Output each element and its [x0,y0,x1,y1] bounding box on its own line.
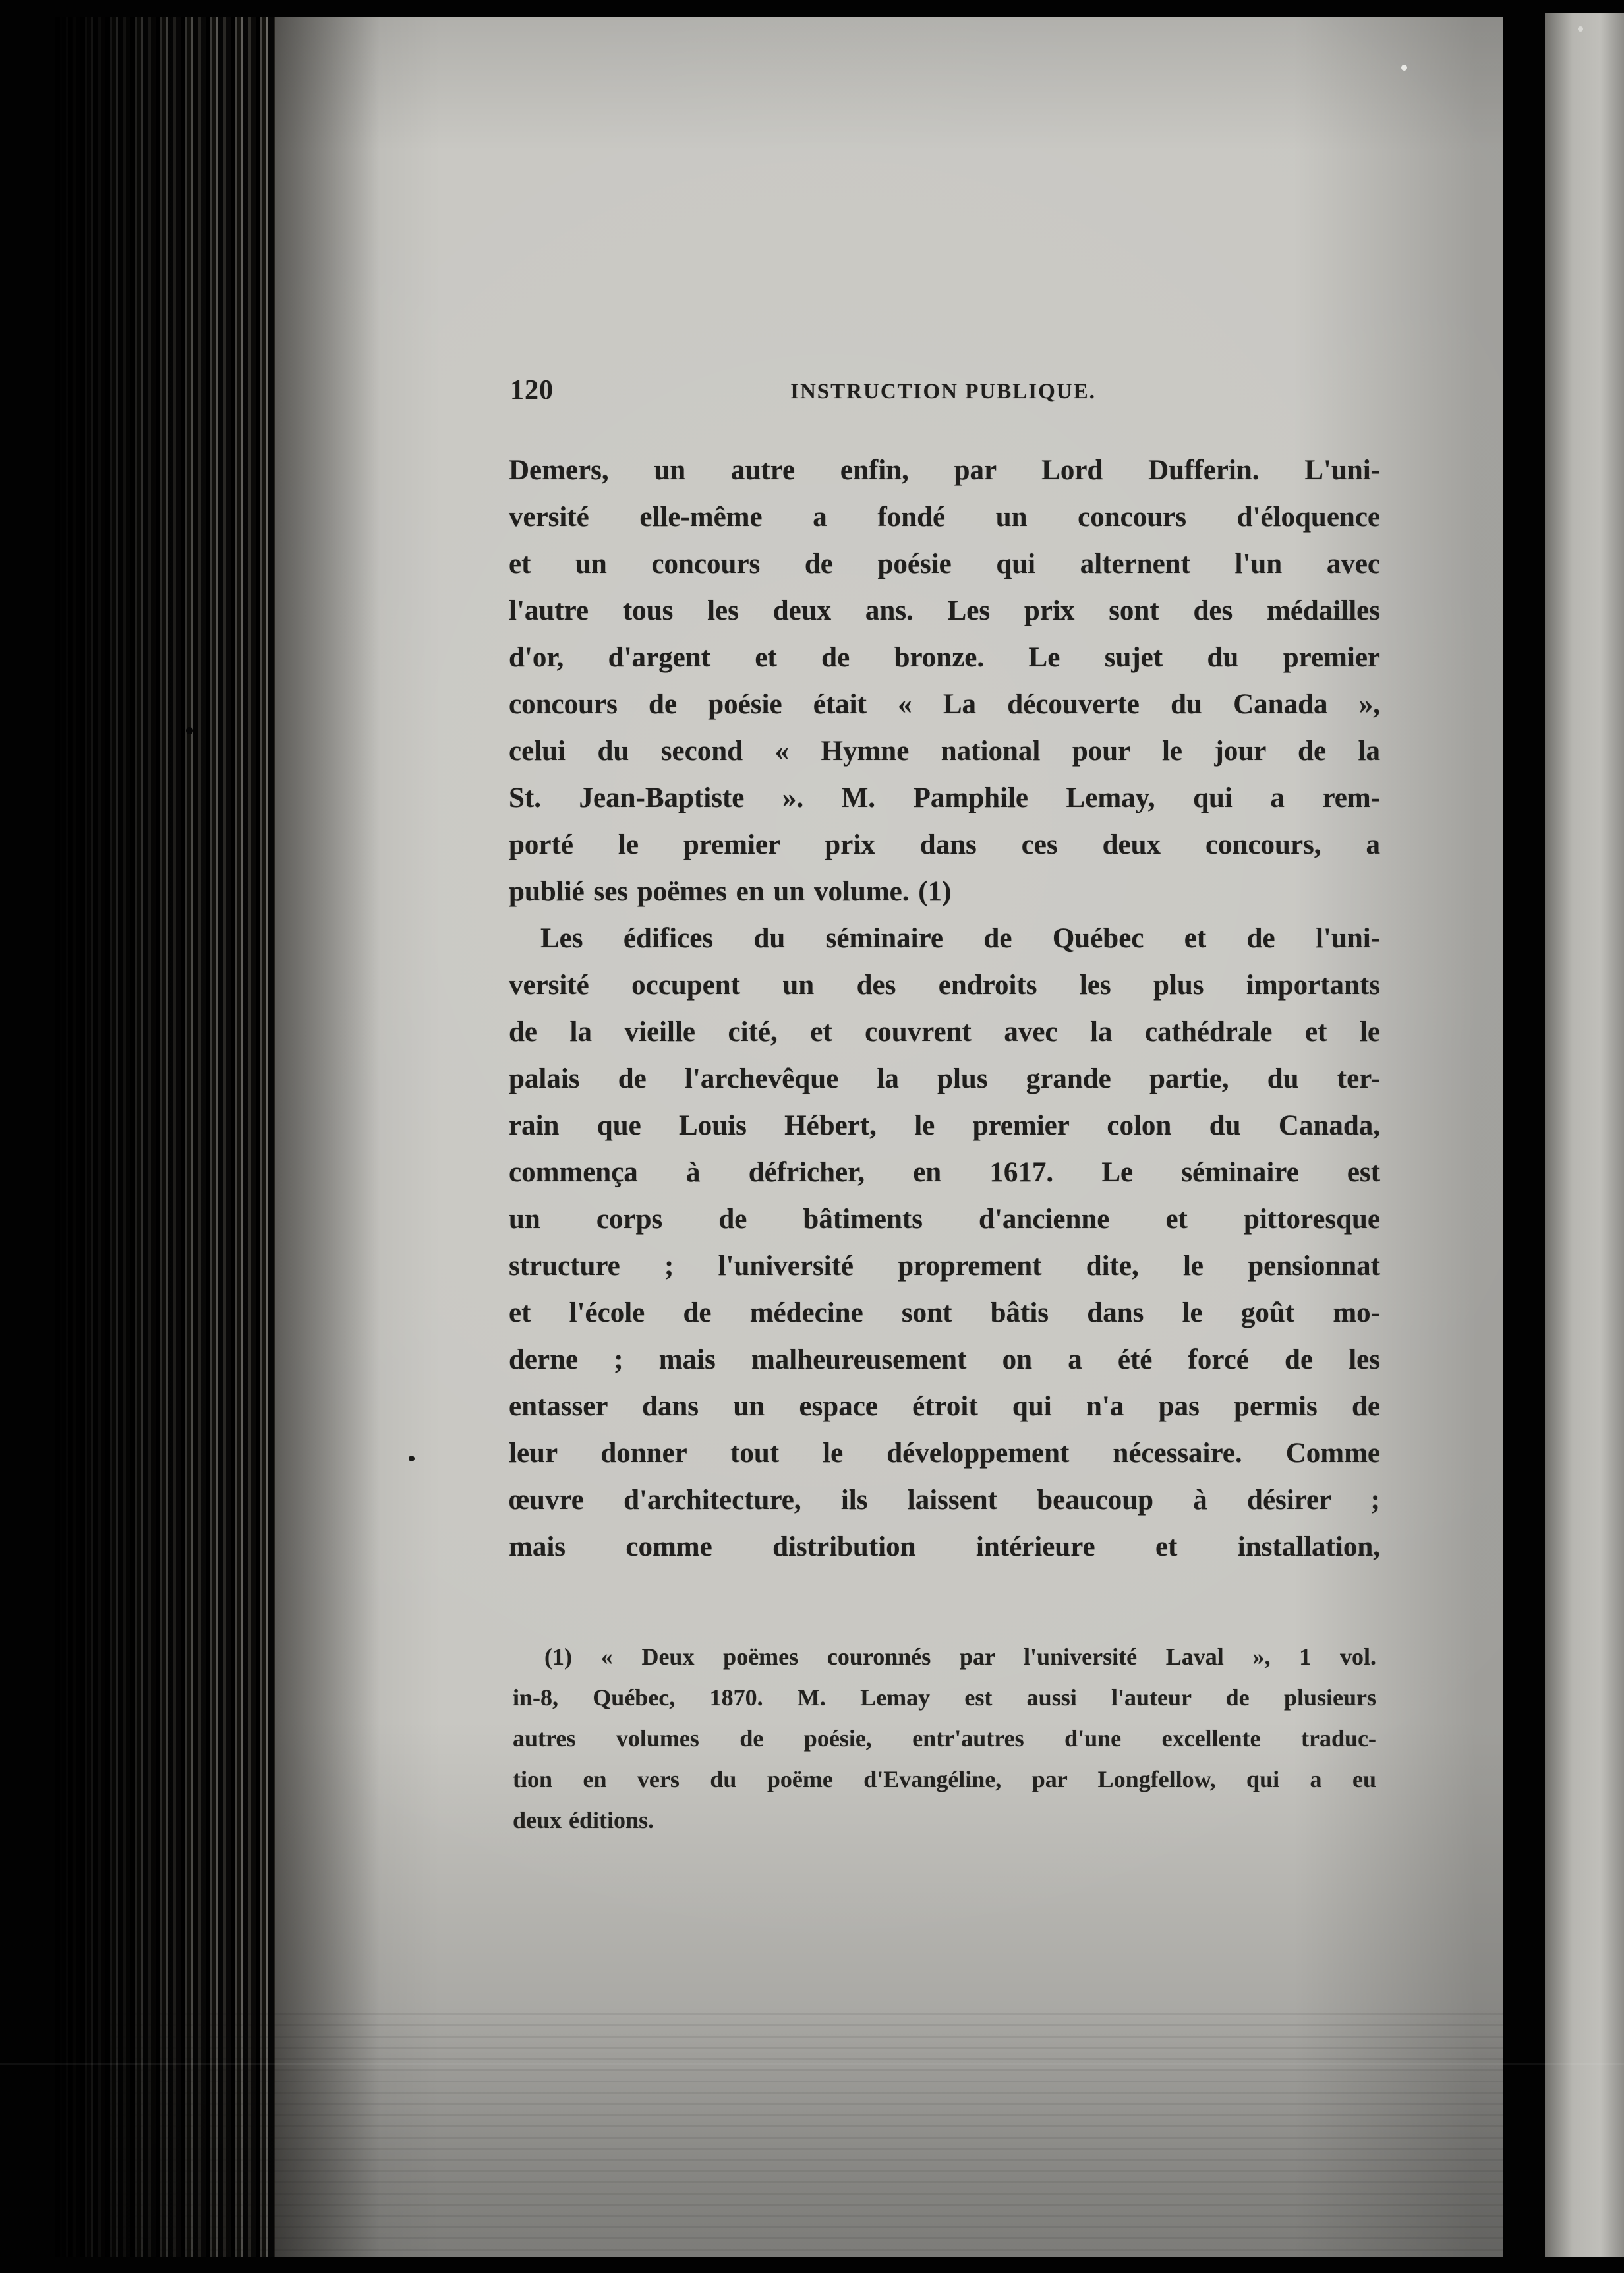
text-line: concours de poésie était « La découverte du Canada », [509,689,1380,720]
text-line: Les édifices du séminaire de Québec et de l'uni- [540,923,1380,954]
text-line: versité elle-même a fondé un concours d'éloquence [509,502,1380,533]
text-line: œuvre d'architecture, ils laissent beaucoup à désirer ; [509,1485,1380,1516]
body-text [509,447,1380,1570]
text-line: de la vieille cité, et couvrent avec la cathédrale et le [509,1017,1380,1048]
running-header: INSTRUCTION PUBLIQUE. [790,380,1096,403]
text-line: palais de l'archevêque la plus grande partie, du ter- [509,1063,1380,1094]
text-line: l'autre tous les deux ans. Les prix sont des médailles [509,595,1380,626]
paragraph-1 [509,447,1380,915]
text-line: publié ses poëmes en un volume. (1) [509,876,952,907]
text-line: d'or, d'argent et de bronze. Le sujet du premier [509,642,1380,673]
page-header [508,373,1379,415]
text-line: deux éditions. [513,1807,654,1833]
binding-gutter-fade [274,17,380,2257]
text-line: derne ; mais malheureusement on a été forcé de les [509,1344,1380,1375]
text-line: rain que Louis Hébert, le premier colon du Canada, [509,1110,1380,1141]
text-line: mais comme distribution intérieure et installation, [509,1531,1380,1562]
text-line: autres volumes de poésie, entr'autres d'une excellente traduc- [513,1725,1376,1752]
text-line: tion en vers du poëme d'Evangéline, par Longfellow, qui a eu [513,1766,1376,1792]
text-line: leur donner tout le développement nécessaire. Comme [509,1438,1380,1469]
text-line: (1) « Deux poëmes couronnés par l'université Laval », 1 vol. [544,1643,1376,1670]
text-line: et un concours de poésie qui alternent l'un avec [509,548,1380,579]
text-line: structure ; l'université proprement dite, le pensionnat [509,1251,1380,1282]
text-line: entasser dans un espace étroit qui n'a pas permis de [509,1391,1380,1422]
text-line: in-8, Québec, 1870. M. Lemay est aussi l'auteur de plusieurs [513,1684,1376,1711]
text-line: porté le premier prix dans ces deux concours, a [509,829,1380,860]
page-number: 120 [510,375,554,405]
text-line: commença à défricher, en 1617. Le séminaire est [509,1157,1380,1188]
next-page-edge [1545,13,1624,2257]
footnote [513,1636,1376,1841]
text-line: celui du second « Hymne national pour le jour de la [509,736,1380,767]
text-line: un corps de bâtiments d'ancienne et pittoresque [509,1204,1380,1235]
paragraph-2 [509,915,1380,1570]
text-line: et l'école de médecine sont bâtis dans le goût mo- [509,1297,1380,1328]
text-line: St. Jean-Baptiste ». M. Pamphile Lemay, qui a rem- [509,782,1380,813]
text-line: versité occupent un des endroits les plus importants [509,970,1380,1001]
binding-gutter-shadow [55,17,276,2257]
text-line: Demers, un autre enfin, par Lord Dufferin. L'uni- [509,455,1380,486]
